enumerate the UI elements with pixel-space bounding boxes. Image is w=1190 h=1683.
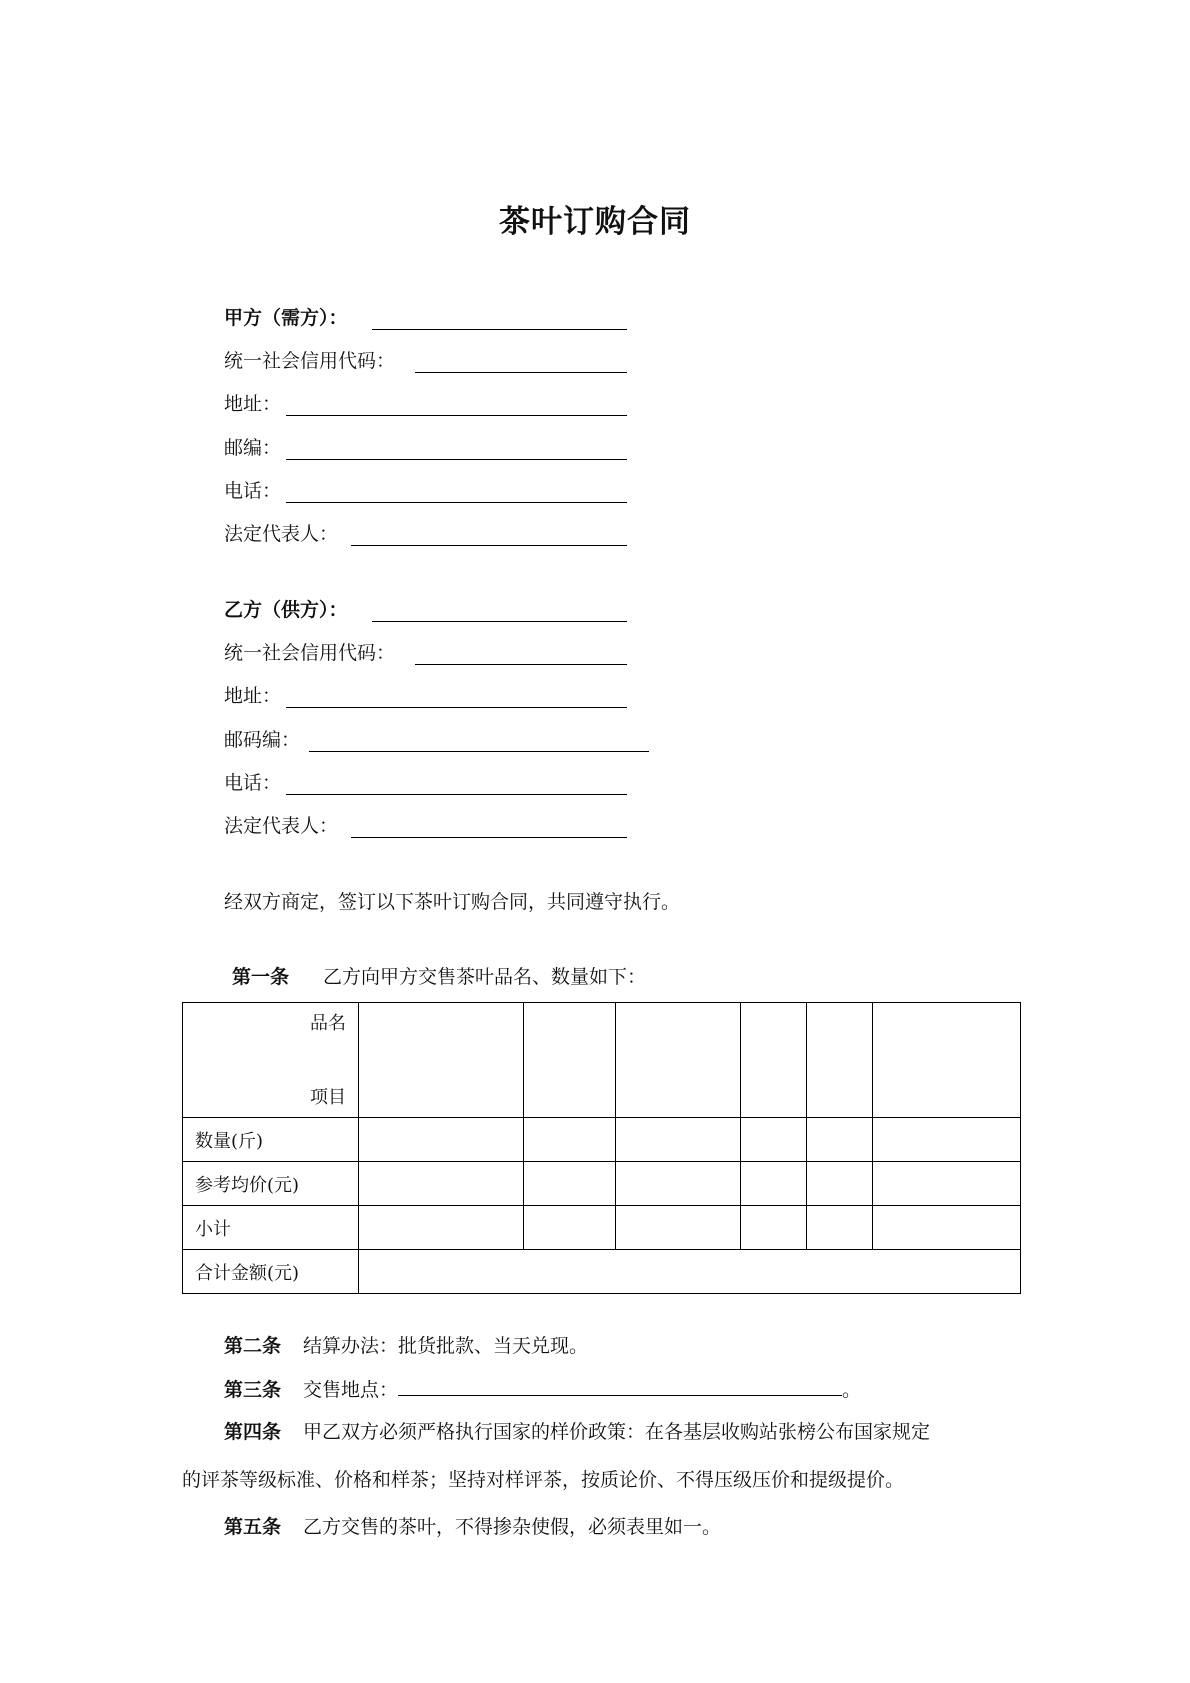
row-label-total-amount: 合计金额(元) <box>183 1250 359 1294</box>
party-b-rep-blank[interactable] <box>351 837 627 838</box>
article-3-label: 第三条 <box>224 1379 282 1401</box>
article-4-line-1 <box>224 1418 930 1446</box>
party-b-heading: 乙方（供方）： <box>224 599 348 621</box>
party-a-credit-code-label: 统一社会信用代码： <box>224 350 396 372</box>
intro-paragraph: 经双方商定，签订以下茶叶订购合同，共同遵守执行。 <box>224 891 681 913</box>
article-2-text: 结算办法：批货批款、当天兑现。 <box>303 1335 589 1357</box>
table-cell[interactable] <box>873 1118 1021 1162</box>
table-cell[interactable] <box>616 1206 741 1250</box>
party-a-postcode-blank[interactable] <box>286 459 627 460</box>
table-cell[interactable] <box>741 1162 807 1206</box>
article-3 <box>224 1375 861 1404</box>
party-a-postcode-label: 邮编： <box>224 437 282 459</box>
table-cell[interactable] <box>741 1118 807 1162</box>
table-cell[interactable] <box>873 1206 1021 1250</box>
article-4-line-2: 的评茶等级标准、价格和样茶；坚持对样评茶，按质论价、不得压级压价和提级提价。 <box>182 1469 905 1491</box>
product-name-cell[interactable] <box>359 1003 524 1118</box>
party-b-rep-label: 法定代表人： <box>224 815 339 837</box>
article-5-label: 第五条 <box>224 1516 282 1538</box>
header-item: 项目 <box>310 1087 346 1108</box>
party-b-rep-field[interactable] <box>224 812 338 840</box>
article-1 <box>232 963 646 991</box>
product-name-cell[interactable] <box>807 1003 873 1118</box>
party-b-phone-blank[interactable] <box>286 794 627 795</box>
article-4-text-1: 甲乙双方必须严格执行国家的样价政策：在各基层收购站张榜公布国家规定 <box>303 1421 931 1443</box>
party-a-phone-field[interactable] <box>224 477 281 505</box>
party-a-blank[interactable] <box>372 329 627 330</box>
row-label-reference-price: 参考均价(元) <box>183 1162 359 1206</box>
article-1-label: 第一条 <box>232 966 290 988</box>
header-product-name: 品名 <box>310 1013 346 1034</box>
party-a-credit-code-blank[interactable] <box>415 372 627 373</box>
table-cell[interactable] <box>524 1206 616 1250</box>
product-name-cell[interactable] <box>741 1003 807 1118</box>
article-5-text: 乙方交售的茶叶，不得掺杂使假，必须表里如一。 <box>303 1516 722 1538</box>
article-2 <box>224 1332 588 1360</box>
party-a-phone-blank[interactable] <box>286 502 627 503</box>
party-b-postcode-field[interactable] <box>224 726 300 754</box>
party-a-postcode-field[interactable] <box>224 434 281 462</box>
party-b-credit-code-blank[interactable] <box>415 664 627 665</box>
delivery-location-blank[interactable] <box>398 1375 842 1396</box>
table-header-row <box>183 1003 1021 1118</box>
party-a-address-label: 地址： <box>224 393 282 415</box>
table-row <box>183 1206 1021 1250</box>
article-5 <box>224 1513 721 1541</box>
party-a-field[interactable] <box>224 304 348 332</box>
product-name-cell[interactable] <box>873 1003 1021 1118</box>
product-name-cell[interactable] <box>616 1003 741 1118</box>
table-row <box>183 1162 1021 1206</box>
party-b-blank[interactable] <box>372 621 627 622</box>
table-cell[interactable] <box>524 1162 616 1206</box>
party-a-credit-code-field[interactable] <box>224 347 395 375</box>
table-cell[interactable] <box>616 1162 741 1206</box>
table-cell[interactable] <box>873 1162 1021 1206</box>
total-amount-cell[interactable] <box>359 1250 1021 1294</box>
party-b-field[interactable] <box>224 596 348 624</box>
party-b-address-label: 地址： <box>224 685 282 707</box>
table-total-row <box>183 1250 1021 1294</box>
party-b-address-blank[interactable] <box>286 707 627 708</box>
article-1-text: 乙方向甲方交售茶叶品名、数量如下： <box>323 966 647 988</box>
table-cell[interactable] <box>359 1162 524 1206</box>
party-a-rep-label: 法定代表人： <box>224 523 339 545</box>
article-2-label: 第二条 <box>224 1335 282 1357</box>
article-4-label: 第四条 <box>224 1421 282 1443</box>
header-corner-cell <box>183 1003 359 1118</box>
party-b-postcode-label: 邮码编： <box>224 729 301 751</box>
party-b-phone-field[interactable] <box>224 769 281 797</box>
table-cell[interactable] <box>807 1206 873 1250</box>
party-a-address-field[interactable] <box>224 390 281 418</box>
party-a-address-blank[interactable] <box>286 415 627 416</box>
table-cell[interactable] <box>741 1206 807 1250</box>
party-b-credit-code-field[interactable] <box>224 639 395 667</box>
table-cell[interactable] <box>807 1118 873 1162</box>
product-name-cell[interactable] <box>524 1003 616 1118</box>
table-cell[interactable] <box>616 1118 741 1162</box>
party-b-address-field[interactable] <box>224 682 281 710</box>
row-label-subtotal: 小计 <box>183 1206 359 1250</box>
party-a-heading: 甲方（需方）： <box>224 307 348 329</box>
table-cell[interactable] <box>524 1118 616 1162</box>
table-cell[interactable] <box>359 1118 524 1162</box>
document-title: 茶叶订购合同 <box>499 204 691 240</box>
row-label-quantity: 数量(斤) <box>183 1118 359 1162</box>
party-a-rep-blank[interactable] <box>351 545 627 546</box>
party-b-postcode-blank[interactable] <box>309 751 649 752</box>
party-a-phone-label: 电话： <box>224 480 282 502</box>
article-3-end: 。 <box>842 1379 862 1401</box>
party-b-credit-code-label: 统一社会信用代码： <box>224 642 396 664</box>
table-row <box>183 1118 1021 1162</box>
table-cell[interactable] <box>359 1206 524 1250</box>
article-3-text: 交售地点： <box>303 1379 399 1401</box>
tea-order-table <box>182 1002 1021 1294</box>
party-a-rep-field[interactable] <box>224 520 338 548</box>
party-b-phone-label: 电话： <box>224 772 282 794</box>
table-cell[interactable] <box>807 1162 873 1206</box>
